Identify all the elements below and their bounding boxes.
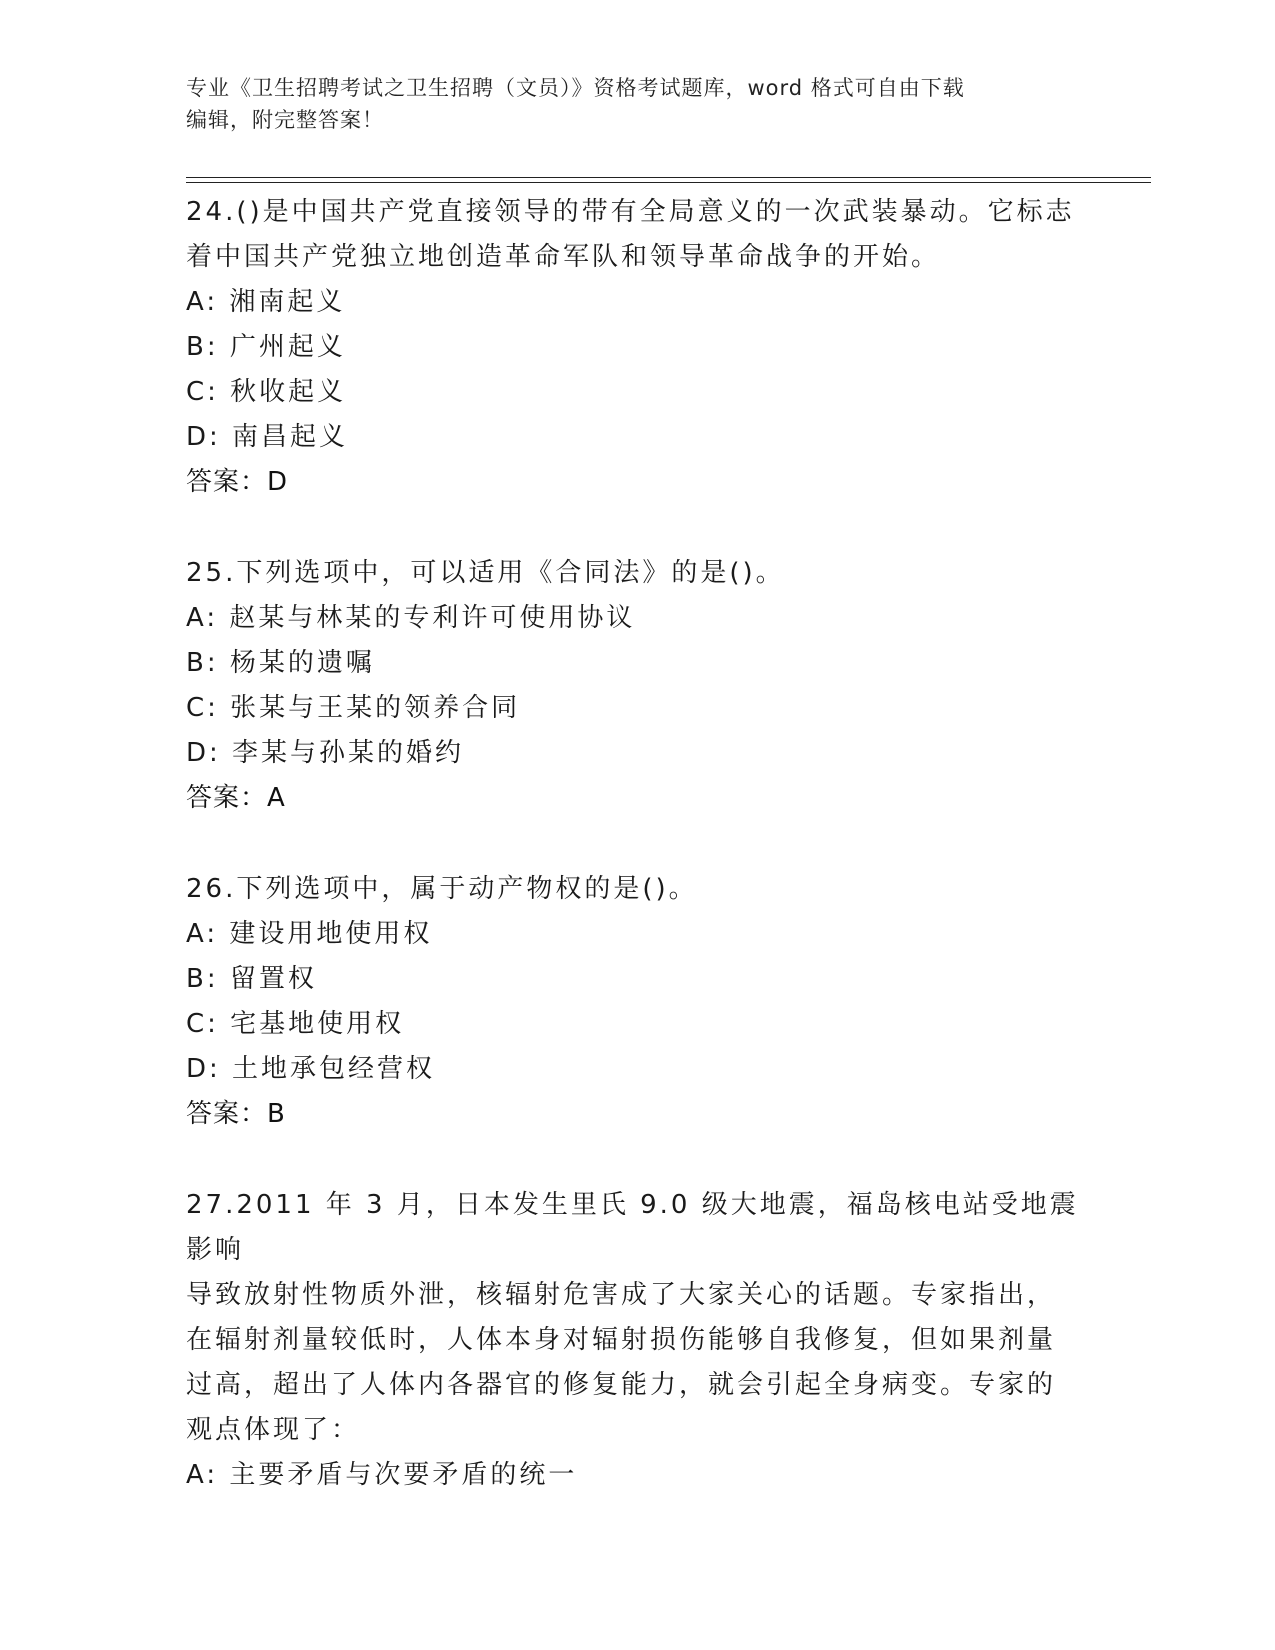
option-d: D: 南昌起义 (186, 422, 349, 452)
question-stem: 着中国共产党独立地创造革命军队和领导革命战争的开始。 (186, 242, 941, 272)
question-stem: 观点体现了： (186, 1415, 361, 1445)
question-24 (186, 190, 1091, 505)
question-stem: 在辐射剂量较低时，人体本身对辐射损伤能够自我修复，但如果剂量 (186, 1325, 1057, 1355)
header-line: 专业《卫生招聘考试之卫生招聘（文员）》资格考试题库，word 格式可自由下载 (186, 76, 965, 100)
answer: 答案：A (186, 783, 286, 813)
question-stem: 过高，超出了人体内各器官的修复能力，就会引起全身病变。专家的 (186, 1370, 1057, 1400)
question-25 (186, 551, 1091, 821)
spacer (186, 821, 1091, 867)
option-a: A: 建设用地使用权 (186, 919, 433, 949)
question-stem: 25.下列选项中，可以适用《合同法》的是()。 (186, 558, 785, 588)
question-list (186, 190, 1091, 1498)
question-stem: 26.下列选项中，属于动产物权的是()。 (186, 874, 698, 904)
spacer (186, 1137, 1091, 1183)
option-a: A: 湘南起义 (186, 287, 346, 317)
option-b: B: 留置权 (186, 964, 317, 994)
header-divider (186, 177, 1151, 178)
question-stem: 导致放射性物质外泄，核辐射危害成了大家关心的话题。专家指出， (186, 1280, 1057, 1310)
option-a: A: 赵某与林某的专利许可使用协议 (186, 603, 636, 633)
header-divider (186, 182, 1151, 183)
option-c: C: 秋收起义 (186, 377, 347, 407)
option-c: C: 宅基地使用权 (186, 1009, 405, 1039)
question-27 (186, 1183, 1091, 1498)
option-d: D: 土地承包经营权 (186, 1054, 436, 1084)
answer: 答案：D (186, 467, 289, 497)
question-stem: 27.2011 年 3 月，日本发生里氏 9.0 级大地震，福岛核电站受地震影响 (186, 1190, 1079, 1265)
option-b: B: 杨某的遗嘱 (186, 648, 375, 678)
question-26 (186, 867, 1091, 1137)
option-a: A: 主要矛盾与次要矛盾的统一 (186, 1460, 578, 1490)
question-stem: 24.()是中国共产党直接领导的带有全局意义的一次武装暴动。它标志 (186, 197, 1075, 227)
page-header (186, 72, 1066, 136)
option-b: B: 广州起义 (186, 332, 346, 362)
answer: 答案：B (186, 1099, 286, 1129)
spacer (186, 505, 1091, 551)
header-line: 编辑，附完整答案！ (186, 108, 384, 132)
option-d: D: 李某与孙某的婚约 (186, 738, 465, 768)
option-c: C: 张某与王某的领养合同 (186, 693, 521, 723)
